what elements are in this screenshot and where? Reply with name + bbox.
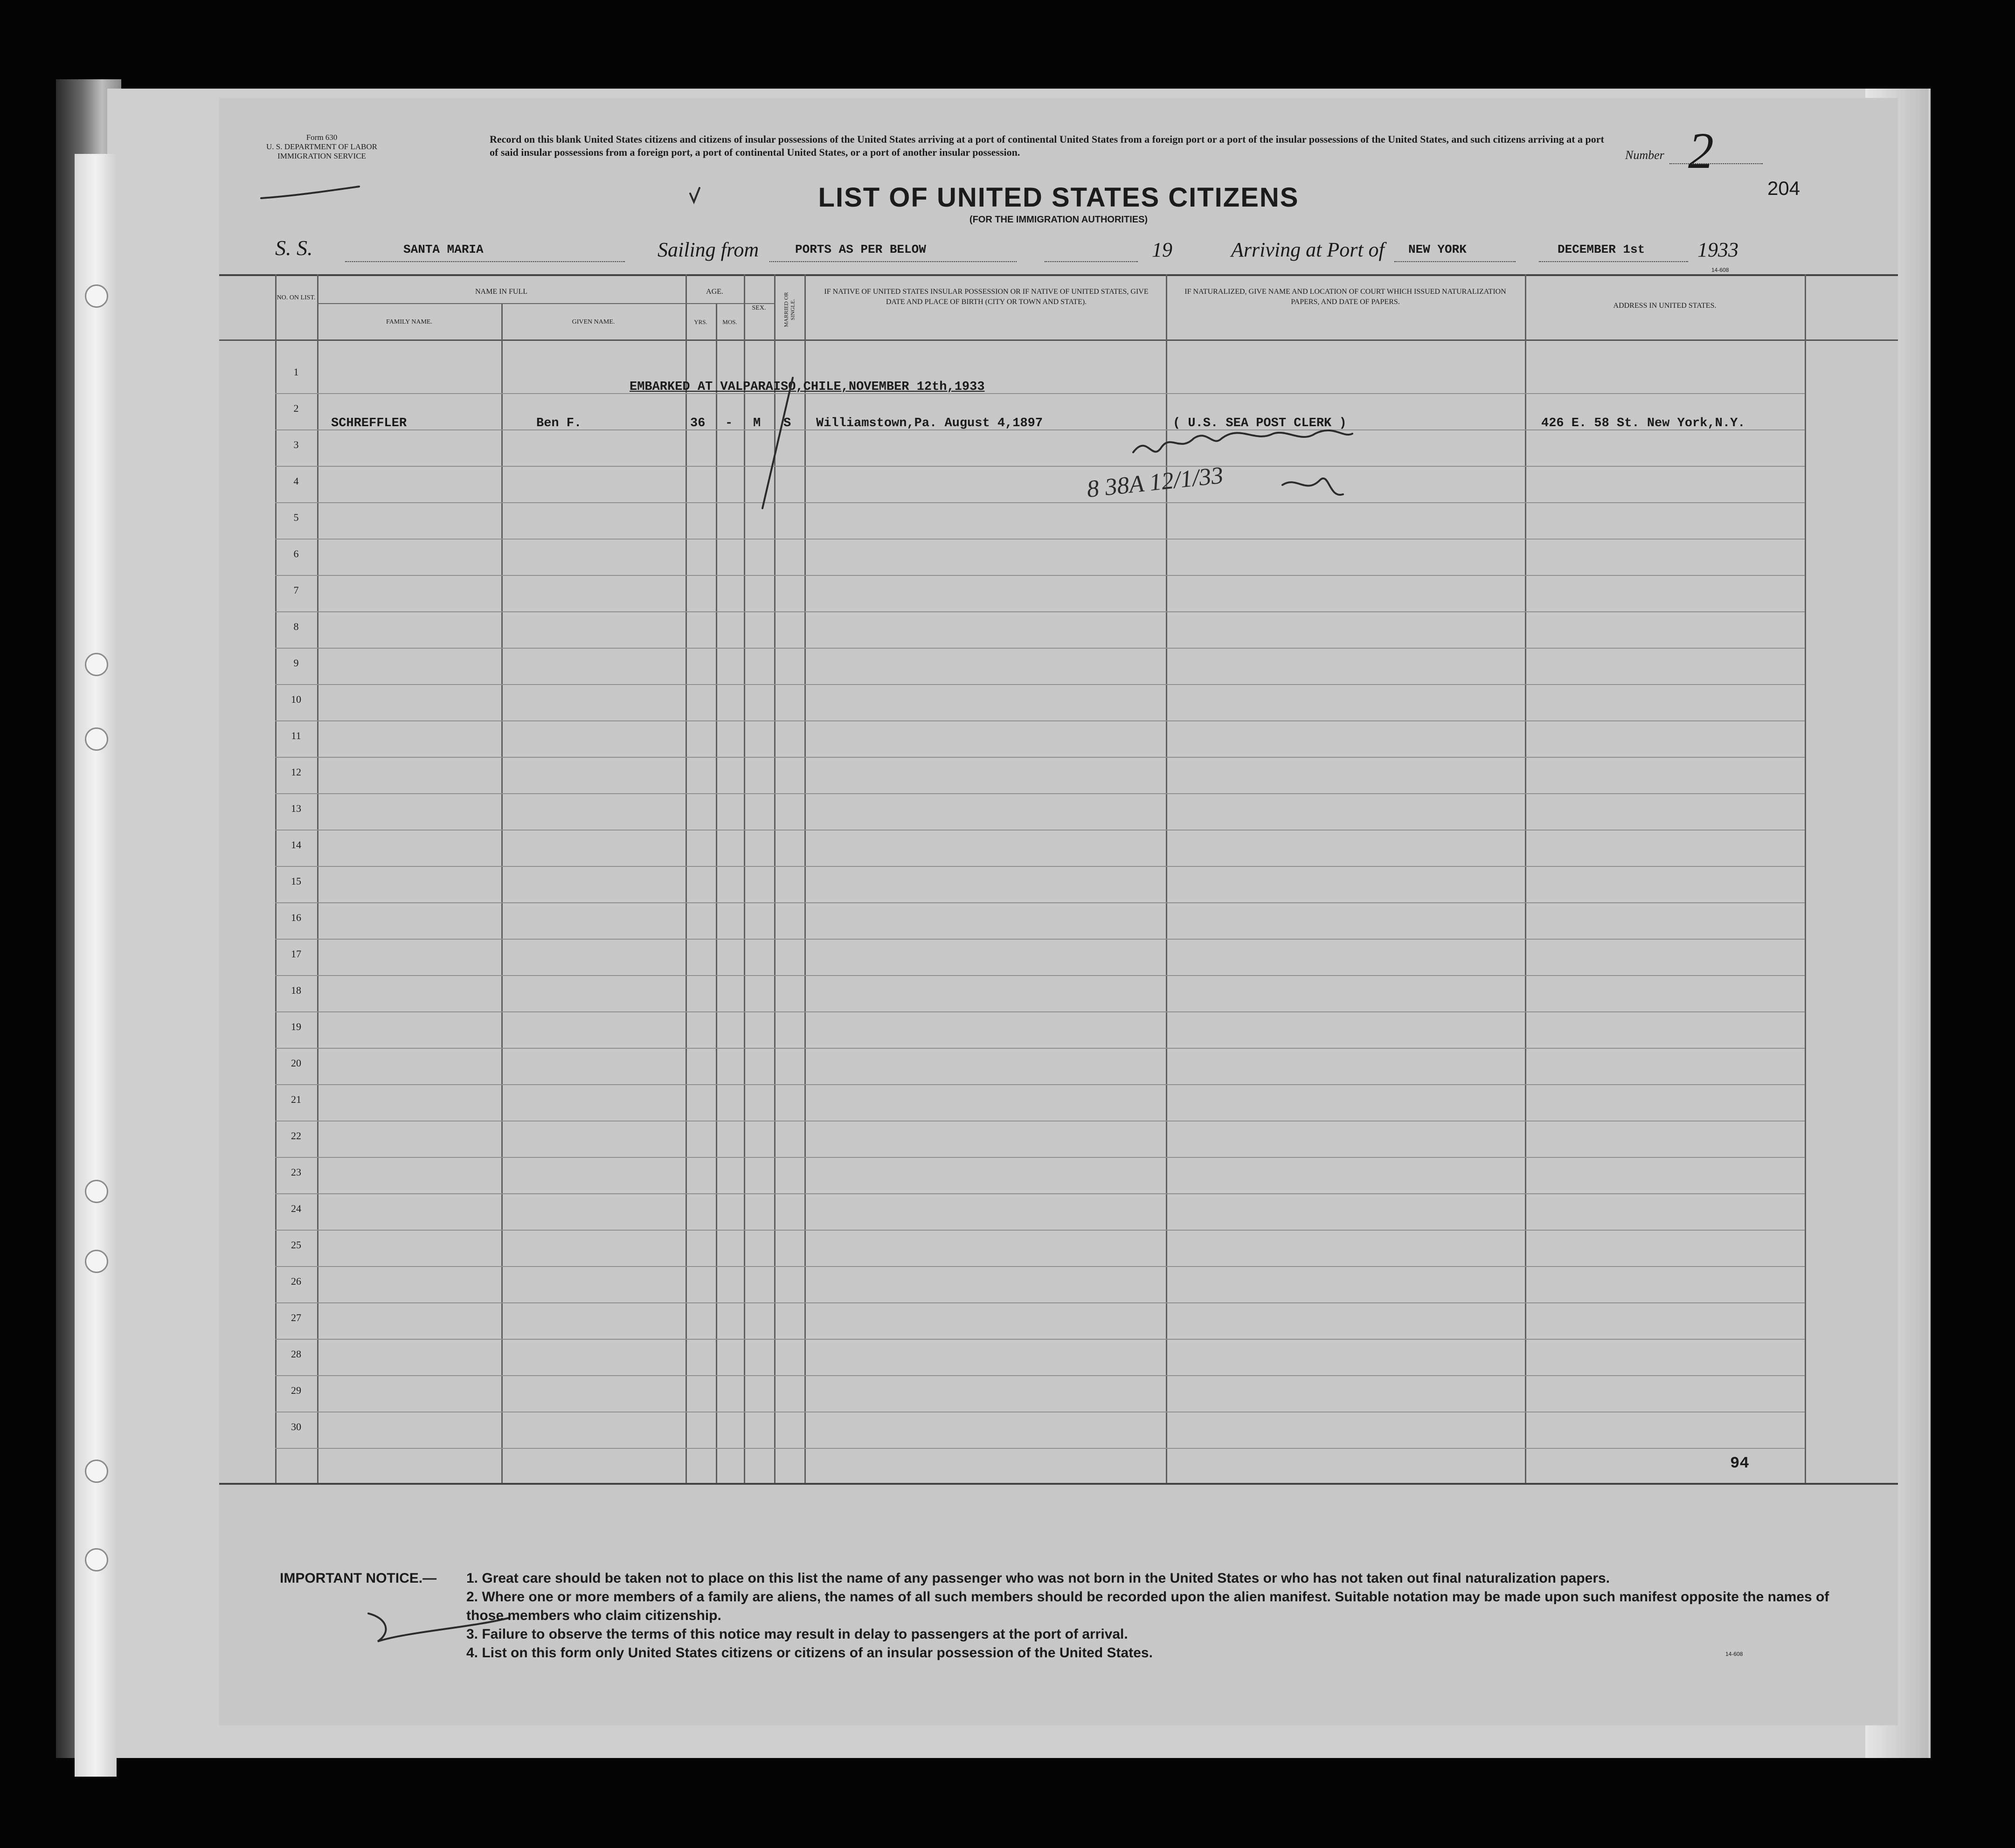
col-name-in-full: NAME IN FULL [475, 288, 527, 296]
row-number: 20 [291, 1057, 301, 1069]
row-number: 16 [291, 912, 301, 923]
col-age: AGE. [706, 288, 723, 296]
entry-married: S [783, 416, 791, 430]
list-number: 2 [1688, 122, 1714, 179]
form-number: Form 630 [306, 133, 338, 142]
arrival-year: 1933 [1697, 238, 1738, 261]
margin-number: 94 [1730, 1455, 1749, 1473]
row-number: 11 [291, 730, 301, 741]
footer-code: 14-608 [1711, 267, 1729, 273]
year-prefix: 19 [1152, 238, 1172, 261]
col-age-mos: MOS. [722, 318, 737, 325]
row-number: 18 [291, 984, 301, 996]
service-name: IMMIGRATION SERVICE [277, 152, 366, 160]
entry-birth: Williamstown,Pa. August 4,1897 [816, 416, 1043, 430]
number-label: Number [1625, 148, 1664, 162]
dept-name: U. S. DEPARTMENT OF LABOR [266, 142, 377, 151]
signature-icon [1133, 430, 1352, 452]
row-number: 4 [293, 475, 299, 487]
row-number: 22 [291, 1130, 301, 1142]
ss-label: S. S. [275, 236, 313, 260]
punch-hole [85, 653, 108, 676]
punch-hole [85, 1460, 108, 1483]
entry-naturalized: ( U.S. SEA POST CLERK ) [1173, 416, 1347, 430]
handwritten-note: 8 38A 12/1/33 [1085, 462, 1225, 503]
col-address: ADDRESS IN UNITED STATES. [1613, 302, 1717, 310]
page-number: 204 [1767, 177, 1800, 199]
notice-item: 1. Great care should be taken not to place on this list the name of any passenger who was not born in the United States or who has not taken out final naturalization papers. [466, 1571, 1610, 1586]
form-subtitle: (FOR THE IMMIGRATION AUTHORITIES) [969, 215, 1148, 225]
notice-item: 3. Failure to observe the terms of this notice may result in delay to passengers at the port of arrival. [466, 1627, 1128, 1642]
row-number: 6 [293, 548, 299, 560]
manifest-page [219, 98, 1898, 1725]
col-age-yrs: YRS. [694, 318, 707, 325]
notice-item: 2. Where one or more members of a family are aliens, the names of all such members should be recorded upon the alien manifest. Suitable notation may be made upon such manifest opposite the names of those members who claim citizenship. [466, 1589, 1829, 1623]
punch-hole [85, 1548, 108, 1571]
entry-address: 426 E. 58 St. New York,N.Y. [1541, 416, 1745, 430]
arrival-port: NEW YORK [1408, 242, 1467, 256]
row-number: 5 [293, 512, 299, 523]
arrival-date: DECEMBER 1st [1558, 242, 1645, 256]
signature-icon [1282, 478, 1343, 495]
row-number: 2 [293, 402, 299, 414]
row-number: 27 [291, 1312, 301, 1323]
entry-age-mos: - [725, 416, 733, 430]
ship-name: SANTA MARIA [403, 242, 484, 256]
col-no-on-list: NO. ON LIST. [277, 294, 316, 301]
notice-code: 14-608 [1725, 1651, 1743, 1657]
punch-hole [85, 1180, 108, 1203]
notice-list [466, 1569, 1856, 1662]
row-number: 15 [291, 875, 301, 887]
entry-family-name: SCHREFFLER [331, 416, 407, 430]
row-number: 17 [291, 948, 301, 960]
col-family-name: FAMILY NAME. [386, 318, 432, 325]
slash-mark-icon [762, 378, 793, 508]
row-number: 23 [291, 1166, 301, 1178]
entry-given-name: Ben F. [536, 416, 582, 430]
form-instructions: Record on this blank United States citizens and citizens of insular possessions of the United States arriving at a port of continental United States from a foreign port or a port of the insular possessions of the United States, and such citizens arriving at a port of said insular possessions from a foreign port, a port of continental United States, or a port of another insular possession. [490, 133, 1604, 158]
punch-hole [85, 1250, 108, 1273]
entry-age-yrs: 36 [690, 416, 706, 430]
row-number: 30 [291, 1421, 301, 1433]
notice-heading: IMPORTANT NOTICE.— [280, 1571, 437, 1586]
arriving-label: Arriving at Port of [1231, 238, 1385, 261]
sailing-from-label: Sailing from [658, 238, 759, 261]
row-number: 14 [291, 839, 301, 851]
row-number: 10 [291, 693, 301, 705]
row-number: 26 [291, 1275, 301, 1287]
col-given-name: GIVEN NAME. [572, 318, 615, 325]
row-number: 25 [291, 1239, 301, 1251]
check-mark-icon [690, 188, 699, 202]
row-number: 9 [293, 657, 299, 669]
row-number: 19 [291, 1021, 301, 1032]
embarked-note: EMBARKED AT VALPARAISO,CHILE,NOVEMBER 12th,1933 [630, 380, 985, 394]
row-number: 8 [293, 621, 299, 632]
entry-sex: M [753, 416, 761, 430]
row-number: 28 [291, 1348, 301, 1360]
row-number: 12 [291, 766, 301, 778]
col-native-birth: IF NATIVE OF UNITED STATES INSULAR POSSESSION OR IF NATIVE OF UNITED STATES, GIVE DATE AND PLACE OF BIRTH (CITY OR TOWN AND STATE). [824, 288, 1149, 306]
row-number: 7 [293, 584, 299, 596]
row-number: 29 [291, 1384, 301, 1396]
col-naturalized: IF NATURALIZED, GIVE NAME AND LOCATION OF COURT WHICH ISSUED NATURALIZATION PAPERS, AND DATE OF PAPERS. [1184, 288, 1506, 306]
punch-hole [85, 727, 108, 751]
col-married: MARRIED OR SINGLE. [782, 292, 796, 327]
binding-strip [75, 154, 117, 1777]
row-number: 24 [291, 1203, 301, 1214]
handwriting-marks [219, 98, 1898, 1725]
col-sex: SEX. [752, 305, 766, 311]
row-number: 1 [293, 366, 299, 378]
sailing-from: PORTS AS PER BELOW [795, 242, 926, 256]
row-number: 3 [293, 439, 299, 450]
row-number: 21 [291, 1094, 301, 1105]
punch-hole [85, 284, 108, 308]
pencil-mark-icon [261, 187, 359, 198]
notice-item: 4. List on this form only United States citizens or citizens of an insular possession of the United States. [466, 1645, 1153, 1661]
row-number: 13 [291, 803, 301, 814]
form-title: LIST OF UNITED STATES CITIZENS [818, 182, 1299, 213]
